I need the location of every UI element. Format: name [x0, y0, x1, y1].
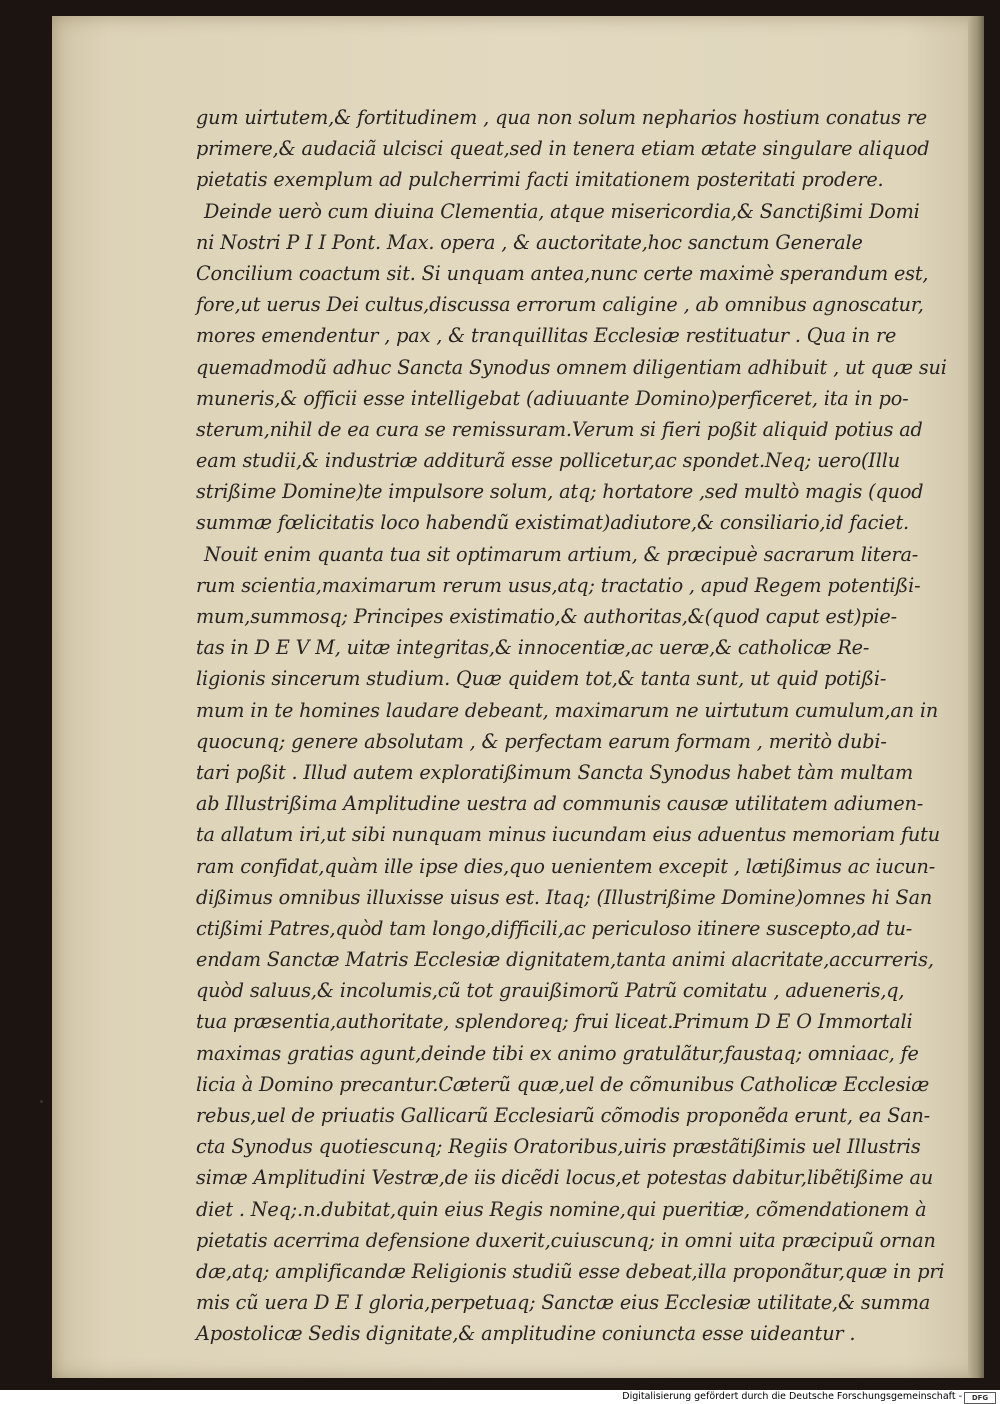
- text-line: strißime Domine)te impulsore solum, atq; hortatore ,sed multò magis (quod: [196, 480, 924, 504]
- text-line: ligionis sincerum studium. Quæ quidem tot,& tanta sunt, ut quid potißi-: [196, 667, 887, 691]
- text-line: endam Sanctæ Matris Ecclesiæ dignitatem,tanta animi alacritate,accurreris,: [196, 948, 934, 972]
- text-line: dæ,atq; amplificandæ Religionis studiũ esse debeat,illa proponãtur,quæ in pri: [196, 1259, 945, 1283]
- text-line: ctißimi Patres,quòd tam longo,difficili,ac periculoso itinere suscepto,ad tu-: [196, 916, 913, 940]
- text-line: cta Synodus quotiescunq; Regiis Oratoribus,uiris præstãtißimis uel Illustris: [196, 1135, 921, 1159]
- text-line: quocunq; genere absolutam , & perfectam earum formam , meritò dubi-: [196, 729, 887, 753]
- text-line: Apostolicæ Sedis dignitate,& amplitudine coniuncta esse uideantur .: [196, 1322, 856, 1346]
- text-line: mum,summosq; Principes existimatio,& authoritas,&(quod caput est)pie-: [196, 605, 897, 628]
- text-line: Deinde uerò cum diuina Clementia, atque misericordia,& Sanctißimi Domi: [204, 199, 920, 223]
- text-line: mis cũ uera D E I gloria,perpetuaq; Sanctæ eius Ecclesiæ utilitate,& summa: [196, 1291, 931, 1315]
- text-line: ta allatum iri,ut sibi nunquam minus iucundam eius aduentus memoriam futu: [196, 823, 940, 847]
- text-line: dißimus omnibus illuxisse uisus est. Itaq; (Illustrißime Domine)omnes hi San: [196, 885, 933, 909]
- text-line: mum in te homines laudare debeant, maximarum ne uirtutum cumulum,an in: [196, 698, 939, 722]
- text-line: sterum,nihil de ea cura se remissuram.Verum si fieri poßit aliquid potius ad: [196, 417, 923, 441]
- text-line: pietatis acerrima defensione duxerit,cuiuscunq; in omni uita præcipuũ ornan: [196, 1228, 936, 1252]
- text-line: Nouit enim quanta tua sit optimarum artium, & præcipuè sacrarum litera-: [204, 542, 919, 566]
- text-line: licia à Domino precantur.Cæterũ quæ,uel de cõmunibus Catholicæ Ecclesiæ: [196, 1072, 930, 1096]
- text-line: tas in D E V M, uitæ integritas,& innocentiæ,ac ueræ,& catholicæ Re-: [196, 636, 870, 660]
- text-line: gum uirtutem,& fortitudinem , qua non solum nepharios hostium conatus re: [196, 106, 927, 129]
- funding-credit: Digitalisierung gefördert durch die Deutsche Forschungsgemeinschaft -: [622, 1391, 962, 1402]
- text-line: rebus,uel de priuatis Gallicarũ Ecclesiarũ cõmodis proponẽda erunt, ea San-: [196, 1104, 931, 1127]
- text-line: eam studii,& industriæ additurã esse pollicetur,ac spondet.Neq; uero(Illu: [196, 449, 900, 473]
- text-line: ni Nostri P I I Pont. Max. opera , & auctoritate,hoc sanctum Generale: [196, 230, 863, 254]
- text-line: ab Illustrißima Amplitudine uestra ad communis causæ utilitatem adiumen-: [196, 792, 924, 816]
- text-line: summæ fœlicitatis loco habendũ existimat)adiutore,& consiliario,id faciet.: [196, 511, 909, 535]
- text-line: ram confidat,quàm ille ipse dies,quo uenientem excepit , lætißimus ac iucun-: [196, 854, 936, 878]
- text-line: Concilium coactum sit. Si unquam antea,nunc certe maximè sperandum est,: [196, 261, 929, 285]
- text-line: quemadmodũ adhuc Sancta Synodus omnem diligentiam adhibuit , ut quæ sui: [196, 355, 947, 379]
- text-line: primere,& audaciã ulcisci queat,sed in tenera etiam ætate singulare aliquod: [196, 137, 930, 161]
- dfg-logo-icon: DFG: [964, 1392, 996, 1404]
- text-line: mores emendentur , pax , & tranquillitas Ecclesiæ restituatur . Qua in re: [196, 324, 897, 348]
- text-line: tua præsentia,authoritate, splendoreq; frui liceat.Primum D E O Immortali: [196, 1010, 913, 1034]
- paper-speck: [40, 1100, 43, 1103]
- text-line: tari poßit . Illud autem exploratißimum Sancta Synodus habet tàm multam: [196, 760, 913, 784]
- text-line: simæ Amplitudini Vestræ,de iis dicẽdi locus,et potestas dabitur,libẽtißime au: [196, 1166, 934, 1190]
- page-edge: [968, 16, 984, 1378]
- text-line: diet . Neq;.n.dubitat,quin eius Regis nomine,qui pueritiæ, cõmendationem à: [196, 1197, 927, 1221]
- text-line: muneris,& officii esse intelligebat (adiuuante Domino)perficeret, ita in po-: [196, 386, 909, 410]
- text-line: fore,ut uerus Dei cultus,discussa errorum caligine , ab omnibus agnoscatur,: [196, 293, 924, 317]
- footer-bar: [0, 1390, 1000, 1404]
- text-line: maximas gratias agunt,deinde tibi ex animo gratulãtur,faustaq; omniaac, fe: [196, 1041, 919, 1065]
- text-line: quòd saluus,& incolumis,cũ tot grauißimorũ Patrũ comitatu , adueneris,q,: [196, 979, 905, 1003]
- text-line: pietatis exemplum ad pulcherrimi facti imitationem posteritati prodere.: [196, 168, 884, 192]
- body-text: [196, 102, 947, 1350]
- text-line: rum scientia,maximarum rerum usus,atq; tractatio , apud Regem potentißi-: [196, 573, 921, 597]
